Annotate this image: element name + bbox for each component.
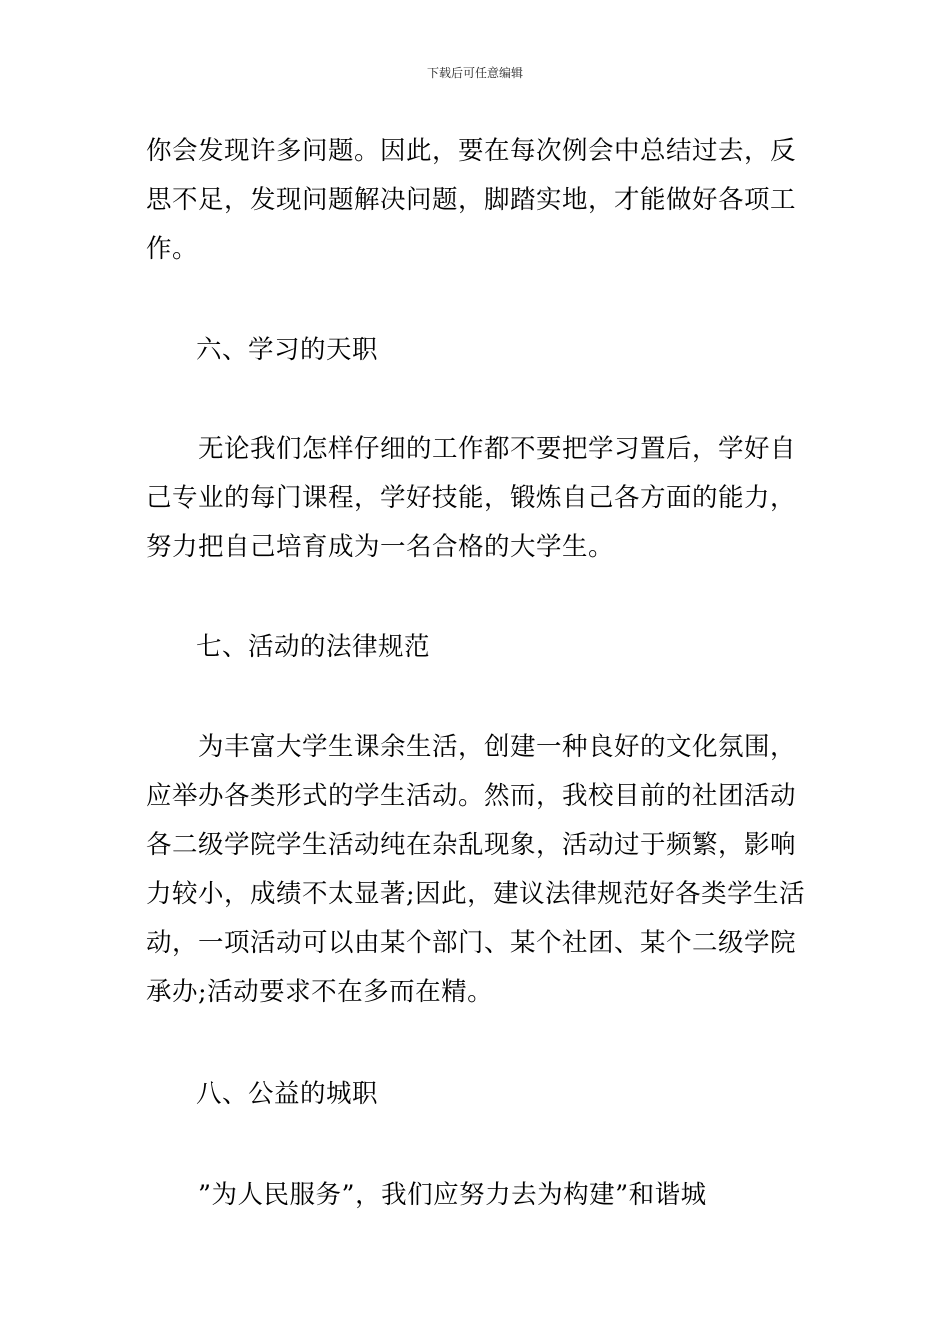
section-heading: 八、公益的城职	[196, 1079, 379, 1109]
paragraph-line: 力较小，成绩不太显著;因此，建议法律规范好各类学生活	[146, 879, 806, 909]
page-header: 下载后可任意编辑	[426, 66, 523, 80]
paragraph-line: 应举办各类形式的学生活动。然而，我校目前的社团活动	[146, 781, 797, 811]
paragraph-line: 动，一项活动可以由某个部门、某个社团、某个二级学院	[146, 928, 797, 958]
paragraph-line: 思不足，发现问题解决问题，脚踏实地，才能做好各项工	[146, 185, 797, 215]
paragraph-line: ”为人民服务”，我们应努力去为构建”和谐城	[146, 1180, 707, 1210]
paragraph-line: 作。	[146, 234, 199, 264]
paragraph-line: 你会发现许多问题。因此，要在每次例会中总结过去，反	[146, 136, 797, 166]
section-heading: 七、活动的法律规范	[196, 632, 431, 662]
paragraph-line: 各二级学院学生活动纯在杂乱现象，活动过于频繁，影响	[146, 830, 797, 860]
section-heading: 六、学习的天职	[196, 335, 379, 365]
paragraph-line: 己专业的每门课程，学好技能，锻炼自己各方面的能力，	[146, 483, 797, 513]
paragraph-line: 努力把自己培育成为一名合格的大学生。	[146, 532, 615, 562]
paragraph-line: 承办;活动要求不在多而在精。	[146, 977, 494, 1007]
paragraph-line: 无论我们怎样仔细的工作都不要把学习置后，学好自	[146, 434, 797, 464]
paragraph-line: 为丰富大学生课余生活，创建一种良好的文化氛围，	[146, 732, 797, 762]
